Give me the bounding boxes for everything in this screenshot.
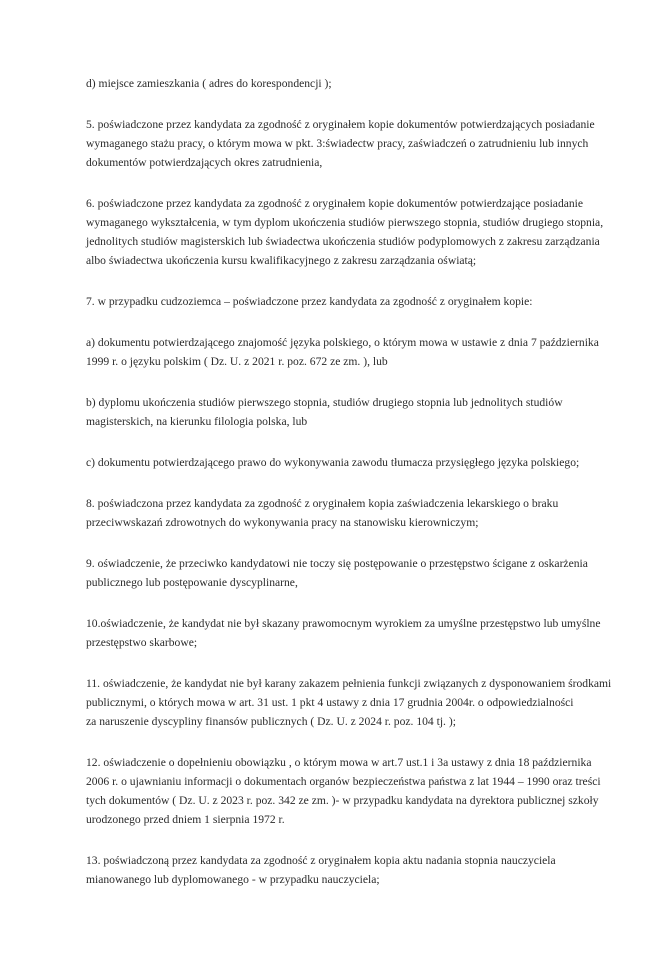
text-line: 9. oświadczenie, że przeciwko kandydatowi nie toczy się postępowanie o przestępstwo ścigane z oskarżenia [86,557,588,570]
text-line: d) miejsce zamieszkania ( adres do korespondencji ); [86,77,332,90]
text-line: 2006 r. o ujawnianiu informacji o dokumentach organów bezpieczeństwa państwa z lat 1944 – 1990 oraz treści [86,775,601,788]
text-line: za naruszenie dyscypliny finansów publicznych ( Dz. U. z 2024 r. poz. 104 tj. ); [86,715,456,728]
paragraph-6 [86,194,662,270]
paragraph-12 [86,753,662,829]
text-line: albo świadectwa ukończenia kursu kwalifikacyjnego z zakresu zarządzania oświatą; [86,254,477,267]
text-line: jednolitych studiów magisterskich lub świadectwa ukończenia studiów podyplomowych z zakresu zarządzania [86,235,600,248]
text-line: wymaganego wykształcenia, w tym dyplom ukończenia studiów pierwszego stopnia, studiów drugiego stopnia, [86,216,604,229]
text-line: urodzonego przed dniem 1 sierpnia 1972 r. [86,813,285,826]
paragraph-8 [86,494,662,532]
paragraph-7c [86,453,662,472]
text-line: magisterskich, na kierunku filologia polska, lub [86,415,308,428]
text-line: 5. poświadczone przez kandydata za zgodność z oryginałem kopie dokumentów potwierdzających posiadanie [86,118,595,131]
text-line: przestępstwo skarbowe; [86,636,198,649]
document-body [86,74,662,911]
paragraph-d [86,74,662,93]
paragraph-10 [86,614,662,652]
paragraph-13 [86,851,662,889]
text-line: 12. oświadczenie o dopełnieniu obowiązku , o którym mowa w art.7 ust.1 i 3a ustawy z dnia 18 października [86,756,592,769]
text-line: przeciwwskazań zdrowotnych do wykonywania pracy na stanowisku kierowniczym; [86,516,479,529]
text-line: 7. w przypadku cudzoziemca – poświadczone przez kandydata za zgodność z oryginałem kopie: [86,295,533,308]
text-line: 1999 r. o języku polskim ( Dz. U. z 2021 r. poz. 672 ze zm. ), lub [86,355,388,368]
text-line: 6. poświadczone przez kandydata za zgodność z oryginałem kopie dokumentów potwierdzające posiadanie [86,197,584,210]
text-line: publicznego lub postępowanie dyscyplinarne, [86,576,298,589]
text-line: 13. poświadczoną przez kandydata za zgodność z oryginałem kopia aktu nadania stopnia nauczyciela [86,854,556,867]
paragraph-9 [86,554,662,592]
text-line: 11. oświadczenie, że kandydat nie był karany zakazem pełnienia funkcji związanych z dysponowaniem środkami [86,677,612,690]
text-line: 8. poświadczona przez kandydata za zgodność z oryginałem kopia zaświadczenia lekarskiego o braku [86,497,559,510]
text-line: a) dokumentu potwierdzającego znajomość języka polskiego, o którym mowa w ustawie z dnia 7 października [86,336,599,349]
paragraph-7 [86,292,662,311]
text-line: wymaganego stażu pracy, o którym mowa w pkt. 3:świadectw pracy, zaświadczeń o zatrudnieniu lub innych [86,137,589,150]
paragraph-11 [86,674,662,731]
text-line: mianowanego lub dyplomowanego - w przypadku nauczyciela; [86,873,380,886]
text-line: publicznymi, o których mowa w art. 31 ust. 1 pkt 4 ustawy z dnia 17 grudnia 2004r. o odpowiedzialności [86,696,574,709]
paragraph-5 [86,115,662,172]
text-line: tych dokumentów ( Dz. U. z 2023 r. poz. 342 ze zm. )- w przypadku kandydata na dyrektora publicznej szkoły [86,794,599,807]
text-line: c) dokumentu potwierdzającego prawo do wykonywania zawodu tłumacza przysięgłego języka polskiego; [86,456,580,469]
text-line: 10.oświadczenie, że kandydat nie był skazany prawomocnym wyrokiem za umyślne przestępstwo lub umyślne [86,617,601,630]
paragraph-7a [86,333,662,371]
text-line: dokumentów potwierdzających okres zatrudnienia, [86,156,323,169]
paragraph-7b [86,393,662,431]
text-line: b) dyplomu ukończenia studiów pierwszego stopnia, studiów drugiego stopnia lub jednolitych studiów [86,396,563,409]
